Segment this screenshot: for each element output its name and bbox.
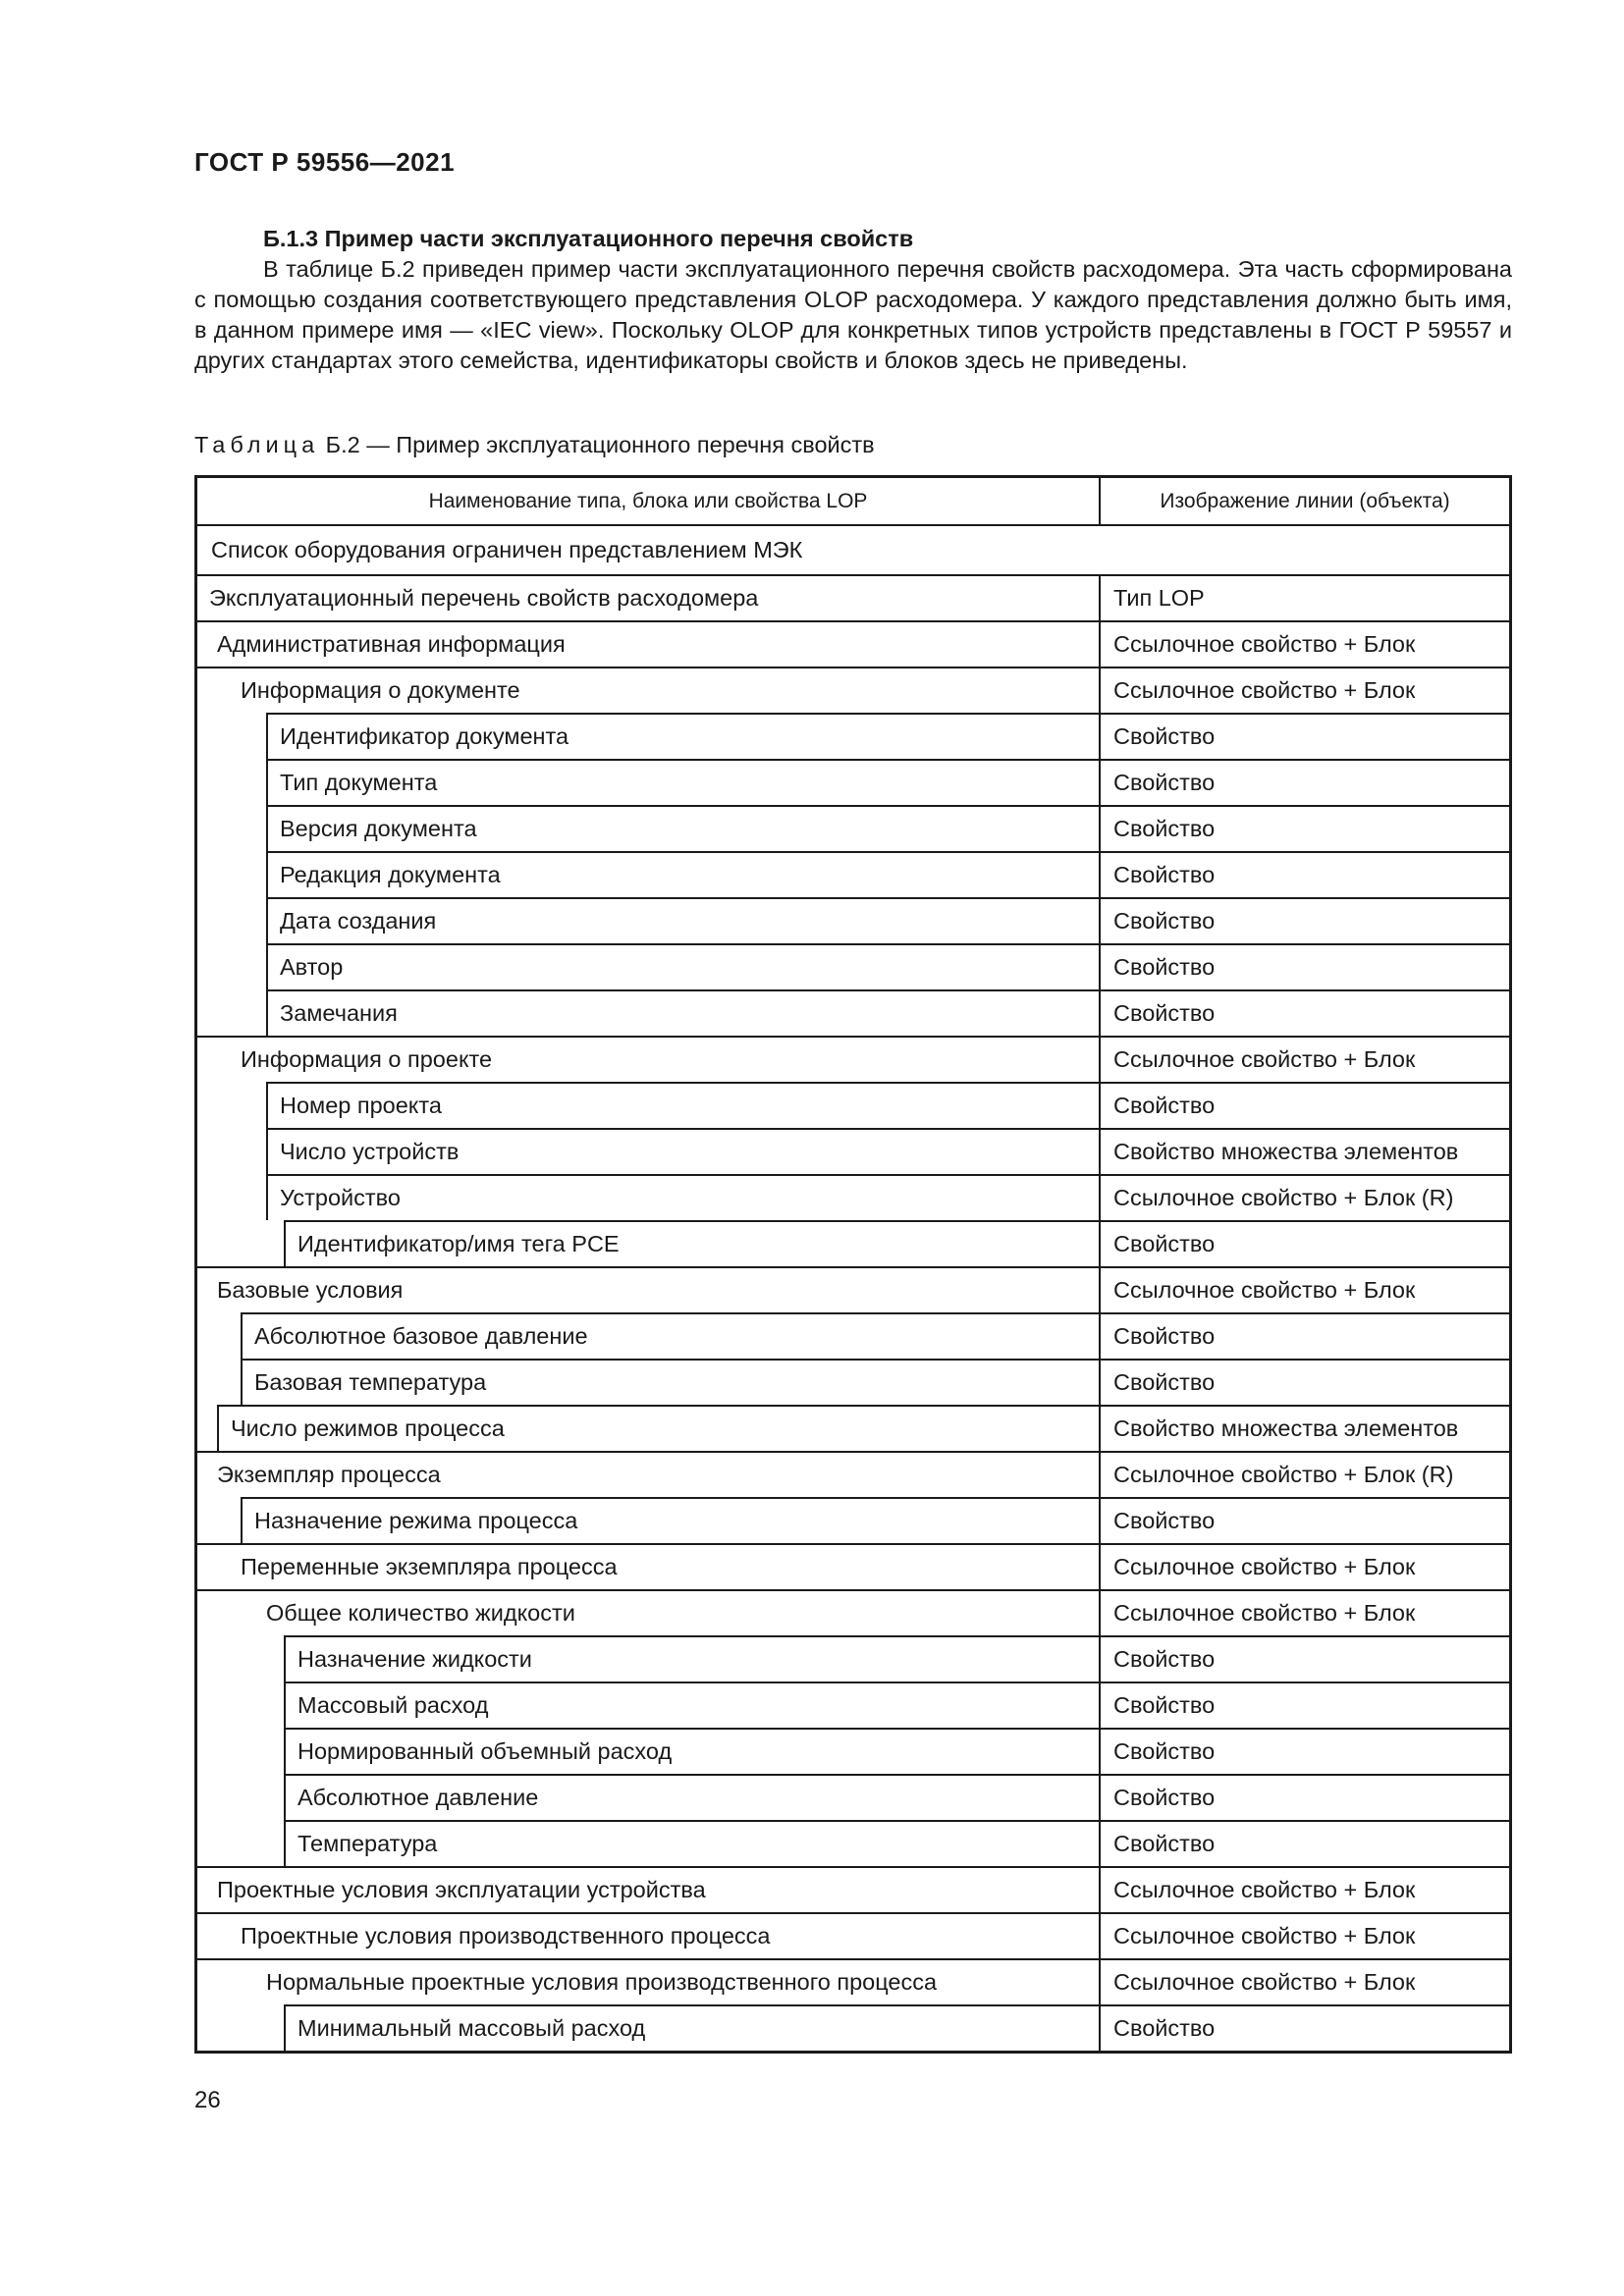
section-paragraph: В таблице Б.2 приведен пример части эксплуатационного перечня свойств расходомера. Эта часть сформирована с помощью создания соответствующего представления OLOP расходомера. У каждого представления должно быть имя, в данном примере имя — «IEC view». Поскольку OLOP для конкретных типов устройств представлены в ГОСТ Р 59557 и других стандартах этого семейства, идентификаторы свойств и блоков здесь не приведены.: [194, 256, 1512, 373]
row-name-cell: [197, 1543, 1099, 1589]
row-name-cell: [217, 1405, 1099, 1451]
table-row: [197, 1497, 1509, 1543]
row-name-cell: [284, 1635, 1099, 1682]
table-row: [197, 805, 1509, 851]
row-rep-cell: Ссылочное свойство + Блок: [1099, 1912, 1509, 1958]
document-header-title: ГОСТ Р 59556—2021: [194, 147, 456, 177]
table-row: [197, 1635, 1509, 1682]
row-name-cell: [266, 943, 1099, 989]
row-name-cell: [197, 1912, 1099, 1958]
row-name-cell: [197, 1266, 1099, 1312]
row-rep-cell: Свойство: [1099, 1682, 1509, 1728]
row-name-cell: [197, 1866, 1099, 1912]
row-name-cell: [284, 2004, 1099, 2051]
row-name-text: Абсолютное давление: [298, 1785, 539, 1810]
row-rep-cell: Тип LOP: [1099, 574, 1509, 620]
row-rep-cell: Свойство: [1099, 1220, 1509, 1266]
table-row: [197, 713, 1509, 759]
header-rep-cell: Изображение линии (объекта): [1099, 478, 1509, 524]
row-rep-cell: Свойство множества элементов: [1099, 1128, 1509, 1174]
row-name-cell: [284, 1220, 1099, 1266]
table-row: [197, 620, 1509, 667]
table-row: [197, 1866, 1509, 1912]
row-rep-cell: Свойство: [1099, 897, 1509, 943]
table-body: [197, 574, 1509, 2051]
row-rep-cell: Свойство: [1099, 1497, 1509, 1543]
row-name-text: Абсолютное базовое давление: [254, 1323, 588, 1349]
row-name-cell: [266, 851, 1099, 897]
row-name-text: Замечания: [280, 1000, 398, 1026]
table-row: [197, 2004, 1509, 2051]
table-span-row: Список оборудования ограничен представлением МЭК: [197, 524, 1509, 574]
row-name-text: Нормированный объемный расход: [298, 1738, 673, 1764]
page-number: 26: [194, 2087, 221, 2113]
row-rep-cell: Ссылочное свойство + Блок (R): [1099, 1174, 1509, 1220]
row-name-cell: [197, 1958, 1099, 2004]
row-name-cell: [266, 1082, 1099, 1128]
row-name-text: Административная информация: [217, 631, 566, 657]
table-row: [197, 574, 1509, 620]
row-rep-cell: Свойство: [1099, 1082, 1509, 1128]
row-name-text: Переменные экземпляра процесса: [241, 1554, 618, 1579]
section: [194, 224, 1512, 376]
row-rep-cell: Ссылочное свойство + Блок: [1099, 1866, 1509, 1912]
row-rep-cell: Ссылочное свойство + Блок (R): [1099, 1451, 1509, 1497]
table-header-row: [197, 478, 1509, 524]
table-row: [197, 1543, 1509, 1589]
row-name-text: Устройство: [280, 1185, 401, 1210]
table-row: [197, 1220, 1509, 1266]
row-name-text: Информация о проекте: [241, 1046, 493, 1072]
row-rep-cell: Ссылочное свойство + Блок: [1099, 667, 1509, 713]
row-rep-cell: Ссылочное свойство + Блок: [1099, 1543, 1509, 1589]
section-heading: Б.1.3 Пример части эксплуатационного перечня свойств: [263, 226, 914, 251]
row-name-text: Проектные условия эксплуатации устройства: [217, 1877, 706, 1902]
row-name-text: Экземпляр процесса: [217, 1462, 441, 1487]
row-name-text: Общее количество жидкости: [266, 1600, 575, 1626]
row-rep-cell: Свойство: [1099, 989, 1509, 1036]
row-rep-cell: Свойство: [1099, 713, 1509, 759]
row-rep-cell: Ссылочное свойство + Блок: [1099, 1266, 1509, 1312]
row-rep-cell: Свойство: [1099, 851, 1509, 897]
row-rep-cell: Свойство: [1099, 1312, 1509, 1359]
table-row: [197, 667, 1509, 713]
table-row: [197, 1820, 1509, 1866]
row-rep-cell: Ссылочное свойство + Блок: [1099, 1958, 1509, 2004]
row-name-cell: [266, 1128, 1099, 1174]
table-row: [197, 1128, 1509, 1174]
row-name-cell: [197, 620, 1099, 667]
row-name-text: Эксплуатационный перечень свойств расходомера: [209, 585, 759, 611]
row-name-cell: [266, 1174, 1099, 1220]
row-name-cell: [197, 1451, 1099, 1497]
row-rep-cell: Свойство: [1099, 1774, 1509, 1820]
table-row: [197, 851, 1509, 897]
table-row: [197, 989, 1509, 1036]
table-row: [197, 1728, 1509, 1774]
row-rep-cell: Свойство: [1099, 759, 1509, 805]
row-name-text: Номер проекта: [280, 1093, 442, 1118]
table-caption-label: Таблица: [194, 432, 320, 457]
row-rep-cell: Свойство: [1099, 805, 1509, 851]
table-row: [197, 1359, 1509, 1405]
table-row: [197, 1405, 1509, 1451]
table-row: [197, 1312, 1509, 1359]
row-name-cell: [266, 805, 1099, 851]
table-row: [197, 897, 1509, 943]
row-name-text: Число режимов процесса: [231, 1415, 505, 1441]
row-name-cell: [266, 897, 1099, 943]
table-row: [197, 943, 1509, 989]
row-name-text: Минимальный массовый расход: [298, 2015, 646, 2041]
row-name-cell: [266, 989, 1099, 1036]
row-name-cell: [266, 713, 1099, 759]
row-rep-cell: Свойство: [1099, 1635, 1509, 1682]
table-caption: [194, 432, 875, 458]
row-name-text: Базовая температура: [254, 1369, 487, 1395]
row-name-text: Информация о документе: [241, 677, 520, 703]
row-name-text: Редакция документа: [280, 862, 501, 887]
row-rep-cell: Свойство: [1099, 943, 1509, 989]
table-row: [197, 1589, 1509, 1635]
row-name-text: Идентификатор документа: [280, 723, 569, 749]
row-name-cell: [241, 1497, 1099, 1543]
row-name-cell: [284, 1820, 1099, 1866]
row-name-text: Назначение режима процесса: [254, 1508, 578, 1533]
row-name-cell: [197, 1036, 1099, 1082]
row-rep-cell: Свойство: [1099, 1359, 1509, 1405]
row-rep-cell: Свойство: [1099, 1728, 1509, 1774]
row-name-text: Назначение жидкости: [298, 1646, 532, 1672]
table-row: [197, 1682, 1509, 1728]
table-row: [197, 1451, 1509, 1497]
header-name-cell: Наименование типа, блока или свойства LOP: [428, 489, 868, 512]
table-row: [197, 1082, 1509, 1128]
row-name-cell: [284, 1728, 1099, 1774]
row-name-text: Идентификатор/имя тега PCE: [298, 1231, 620, 1256]
row-rep-cell: Ссылочное свойство + Блок: [1099, 1589, 1509, 1635]
table-row: [197, 1174, 1509, 1220]
row-name-cell: [266, 759, 1099, 805]
row-rep-cell: Свойство: [1099, 2004, 1509, 2051]
properties-table: [194, 475, 1512, 2054]
row-name-text: Массовый расход: [298, 1692, 489, 1718]
table-row: [197, 1036, 1509, 1082]
row-name-text: Проектные условия производственного процесса: [241, 1923, 771, 1949]
row-name-cell: [284, 1682, 1099, 1728]
row-name-cell: [197, 574, 1099, 620]
table-row: [197, 1958, 1509, 2004]
row-rep-cell: Ссылочное свойство + Блок: [1099, 1036, 1509, 1082]
row-name-cell: [197, 1589, 1099, 1635]
row-name-text: Базовые условия: [217, 1277, 404, 1303]
row-name-text: Число устройств: [280, 1139, 460, 1164]
row-name-text: Дата создания: [280, 908, 437, 934]
row-name-text: Температура: [298, 1831, 438, 1856]
table-row: [197, 1774, 1509, 1820]
row-name-cell: [241, 1312, 1099, 1359]
table-row: [197, 759, 1509, 805]
row-name-text: Версия документа: [280, 816, 477, 841]
table-row: [197, 1912, 1509, 1958]
row-name-cell: [241, 1359, 1099, 1405]
table-row: [197, 1266, 1509, 1312]
row-rep-cell: Свойство: [1099, 1820, 1509, 1866]
table-caption-text: Б.2 — Пример эксплуатационного перечня свойств: [319, 432, 875, 457]
row-name-cell: [197, 667, 1099, 713]
row-name-text: Нормальные проектные условия производственного процесса: [266, 1969, 938, 1995]
row-name-cell: [284, 1774, 1099, 1820]
row-rep-cell: Свойство множества элементов: [1099, 1405, 1509, 1451]
row-name-text: Тип документа: [280, 770, 438, 795]
row-name-text: Автор: [280, 954, 344, 980]
row-rep-cell: Ссылочное свойство + Блок: [1099, 620, 1509, 667]
